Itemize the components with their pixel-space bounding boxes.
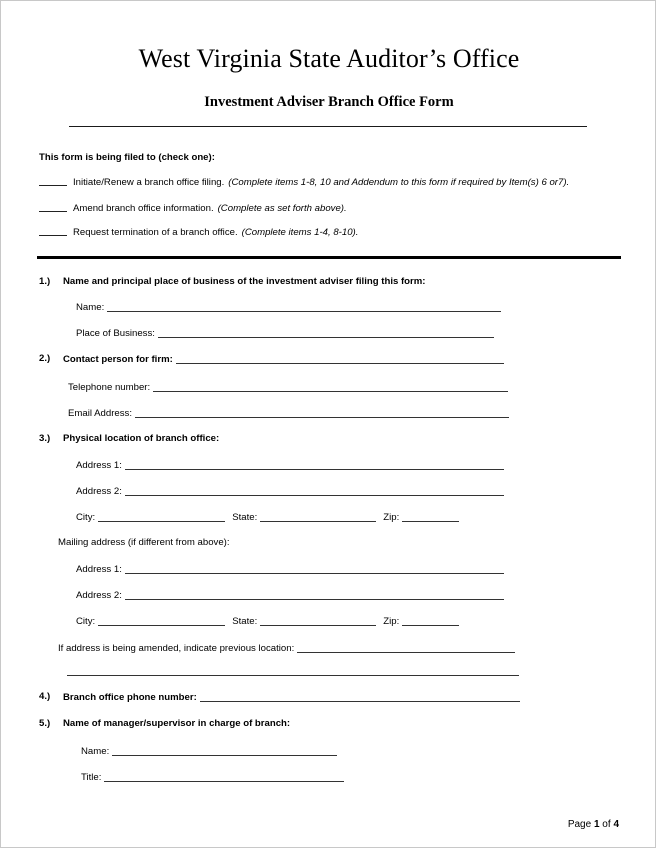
item-2-email-field[interactable] [68, 407, 509, 420]
item-3-physical-address1-field[interactable] [76, 459, 504, 472]
item-5-heading: Name of manager/supervisor in charge of branch: [63, 718, 291, 729]
item-3-previous-location-input-continued[interactable] [67, 675, 519, 676]
filing-option-initiate-renew-label: Initiate/Renew a branch office filing. [73, 177, 225, 188]
item-3-mailing-address1-input[interactable] [125, 563, 504, 574]
page-footer-current: 1 [593, 819, 600, 830]
item-3-mailing-city-label: City: [76, 616, 96, 627]
section-divider [37, 256, 621, 259]
item-1-place-field[interactable] [76, 327, 494, 340]
header-divider [69, 126, 587, 127]
item-3-physical-state-label: State: [232, 512, 258, 523]
item-3-mailing-zip-input[interactable] [402, 615, 459, 626]
item-3-mailing-city-input[interactable] [98, 615, 225, 626]
item-1-name-label: Name: [76, 302, 105, 313]
item-3-physical-address1-input[interactable] [125, 459, 504, 470]
item-3-mailing-address2-label: Address 2: [76, 590, 122, 601]
item-3-number: 3.) [39, 433, 51, 444]
item-5-number: 5.) [39, 718, 51, 729]
page-footer [568, 819, 619, 831]
page-title: West Virginia State Auditor’s Office [138, 44, 520, 73]
item-3-mailing-citystatezip-row[interactable] [76, 615, 459, 628]
item-3-physical-address2-input[interactable] [125, 485, 504, 496]
filing-purpose-heading: This form is being filed to (check one): [39, 152, 215, 163]
item-3-physical-address2-field[interactable] [76, 485, 504, 498]
item-5-name-label: Name: [81, 746, 110, 757]
item-3-physical-address2-label: Address 2: [76, 486, 122, 497]
item-3-mailing-state-label: State: [232, 616, 258, 627]
item-2-heading: Contact person for firm: [63, 354, 173, 365]
item-2-email-input[interactable] [135, 407, 509, 418]
item-3-physical-city-input[interactable] [98, 511, 225, 522]
item-5-name-field[interactable] [81, 745, 337, 758]
filing-option-initiate-renew-blank[interactable] [39, 185, 67, 186]
item-3-physical-state-input[interactable] [260, 511, 376, 522]
page-footer-middle: of [599, 819, 614, 830]
page-footer-prefix: Page [567, 819, 594, 830]
item-2-telephone-input[interactable] [153, 381, 508, 392]
item-4-number: 4.) [39, 691, 51, 702]
item-1-place-label: Place of Business: [76, 328, 155, 339]
item-2-contact-input[interactable] [176, 353, 504, 364]
filing-option-terminate-blank[interactable] [39, 235, 67, 236]
item-5-title-input[interactable] [104, 771, 344, 782]
filing-option-amend-label: Amend branch office information. [73, 203, 214, 214]
item-2-telephone-label: Telephone number: [68, 382, 151, 393]
item-3-mailing-address1-label: Address 1: [76, 564, 122, 575]
item-3-previous-location-field[interactable] [58, 642, 515, 655]
item-4-heading: Branch office phone number: [63, 692, 197, 703]
item-2-email-label: Email Address: [68, 408, 132, 419]
item-1-name-field[interactable] [76, 301, 501, 314]
filing-option-initiate-renew-note: (Complete items 1-8, 10 and Addendum to this form if required by Item(s) 6 or7). [228, 177, 570, 188]
item-3-mailing-state-input[interactable] [260, 615, 376, 626]
item-3-mailing-zip-label: Zip: [383, 616, 400, 627]
item-2-telephone-field[interactable] [68, 381, 508, 394]
item-3-physical-citystatezip-row[interactable] [76, 511, 459, 524]
item-2-contact-field[interactable] [63, 353, 504, 366]
item-1-number: 1.) [39, 276, 51, 287]
filing-option-amend-note: (Complete as set forth above). [217, 203, 347, 214]
filing-option-amend[interactable] [39, 203, 347, 215]
item-3-mailing-subheading: Mailing address (if different from above): [58, 537, 230, 548]
item-1-name-input[interactable] [107, 301, 501, 312]
page-footer-total: 4 [613, 819, 619, 830]
item-3-previous-location-label: If address is being amended, indicate previous location: [58, 643, 295, 654]
filing-option-initiate-renew[interactable] [39, 177, 569, 189]
item-3-mailing-address1-field[interactable] [76, 563, 504, 576]
item-3-physical-zip-input[interactable] [402, 511, 459, 522]
filing-option-amend-blank[interactable] [39, 211, 67, 212]
item-4-phone-input[interactable] [200, 691, 520, 702]
filing-option-terminate-label: Request termination of a branch office. [73, 227, 238, 238]
item-5-title-label: Title: [81, 772, 102, 783]
item-1-heading: Name and principal place of business of the investment adviser filing this form: [63, 276, 426, 287]
filing-option-terminate[interactable] [39, 227, 358, 239]
item-5-title-field[interactable] [81, 771, 344, 784]
filing-option-terminate-note: (Complete items 1-4, 8-10). [241, 227, 359, 238]
item-3-physical-zip-label: Zip: [383, 512, 400, 523]
form-subtitle: Investment Adviser Branch Office Form [204, 94, 454, 110]
item-4-phone-field[interactable] [63, 691, 520, 704]
item-3-previous-location-input[interactable] [297, 642, 515, 653]
item-3-physical-city-label: City: [76, 512, 96, 523]
item-2-number: 2.) [39, 353, 51, 364]
item-3-mailing-address2-input[interactable] [125, 589, 504, 600]
item-1-place-input[interactable] [158, 327, 494, 338]
item-3-heading: Physical location of branch office: [63, 433, 220, 444]
item-3-physical-address1-label: Address 1: [76, 460, 122, 471]
item-5-name-input[interactable] [112, 745, 337, 756]
item-3-mailing-address2-field[interactable] [76, 589, 504, 602]
